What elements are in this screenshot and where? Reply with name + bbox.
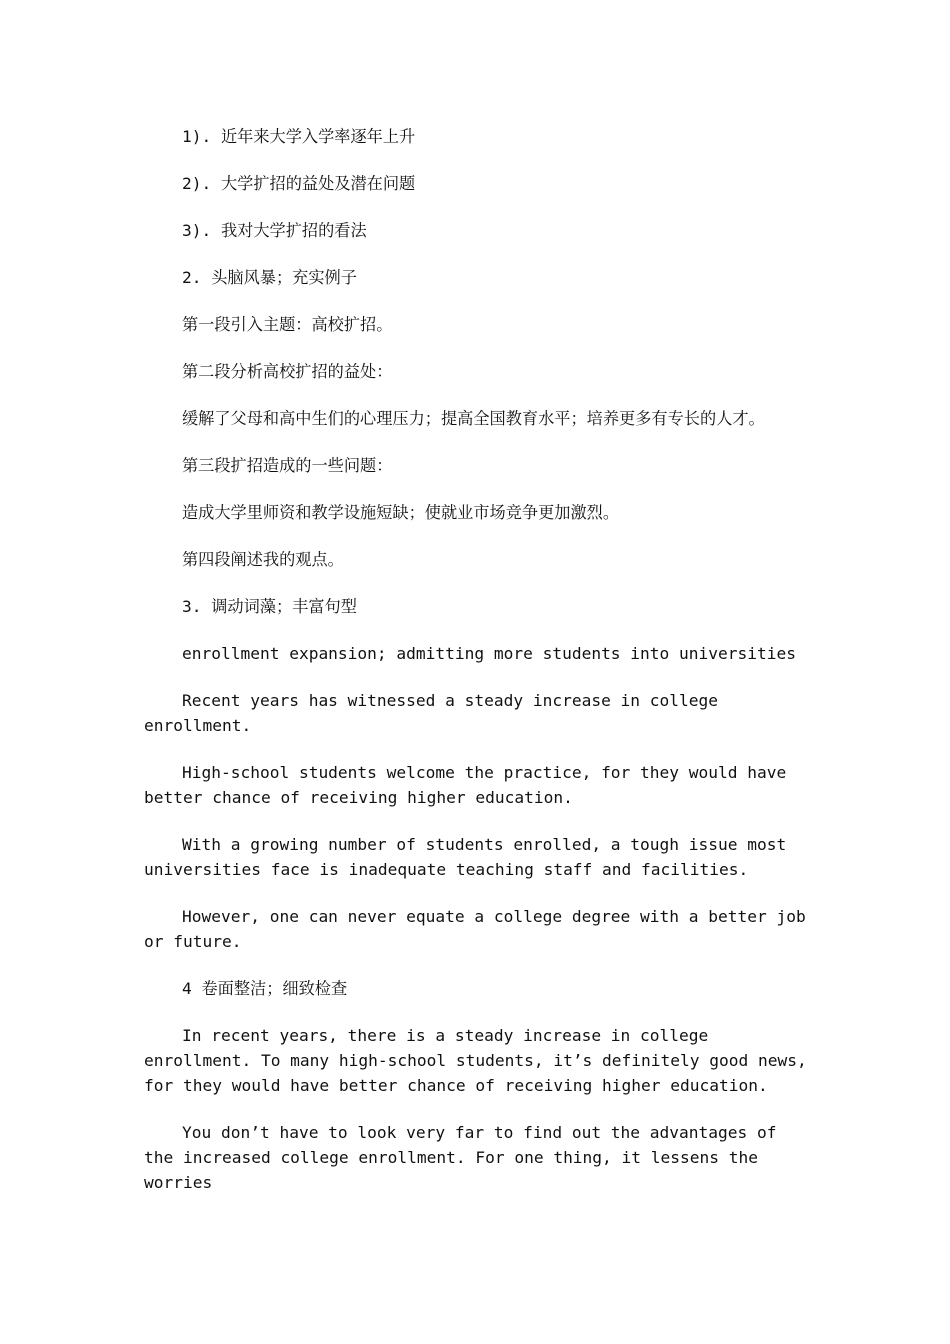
essay-paragraph-2: You don’t have to look very far to find out the advantages of the increased college enrollment. For one thing, it lessens the worries	[144, 1123, 777, 1192]
example-sentence-2: High-school students welcome the practice, for they would have better chance of receiving higher education.	[144, 763, 787, 807]
outline-item-3: 3). 我对大学扩招的看法	[182, 221, 367, 240]
paragraph-plan-3-detail: 造成大学里师资和教学设施短缺；使就业市场竞争更加激烈。	[182, 503, 620, 522]
essay-paragraph-1: In recent years, there is a steady increase in college enrollment. To many high-school students, it’s definitely good news, for they would have better chance of receiving higher education.	[144, 1026, 807, 1095]
paragraph-plan-4: 第四段阐述我的观点。	[182, 550, 344, 569]
example-sentence-4: However, one can never equate a college degree with a better job or future.	[144, 907, 806, 951]
example-sentence-1: Recent years has witnessed a steady increase in college enrollment.	[144, 691, 719, 735]
paragraph-plan-1: 第一段引入主题：高校扩招。	[182, 315, 393, 334]
outline-item-2: 2). 大学扩招的益处及潜在问题	[182, 174, 416, 193]
example-sentence-3: With a growing number of students enrolled, a tough issue most universities face is inadequate teaching staff and facilities.	[144, 835, 787, 879]
vocabulary-phrase: enrollment expansion; admitting more students into universities	[182, 644, 796, 663]
paragraph-plan-2: 第二段分析高校扩招的益处：	[182, 362, 393, 381]
section-heading-vocabulary: 3. 调动词藻；丰富句型	[182, 597, 357, 616]
section-heading-brainstorm: 2. 头脑风暴；充实例子	[182, 268, 357, 287]
outline-item-1: 1). 近年来大学入学率逐年上升	[182, 127, 416, 146]
paragraph-plan-2-detail: 缓解了父母和高中生们的心理压力；提高全国教育水平；培养更多有专长的人才。	[182, 409, 765, 428]
section-heading-neatness: 4 卷面整洁；细致检查	[182, 979, 348, 998]
document-page	[144, 124, 808, 1217]
paragraph-plan-3: 第三段扩招造成的一些问题：	[182, 456, 393, 475]
